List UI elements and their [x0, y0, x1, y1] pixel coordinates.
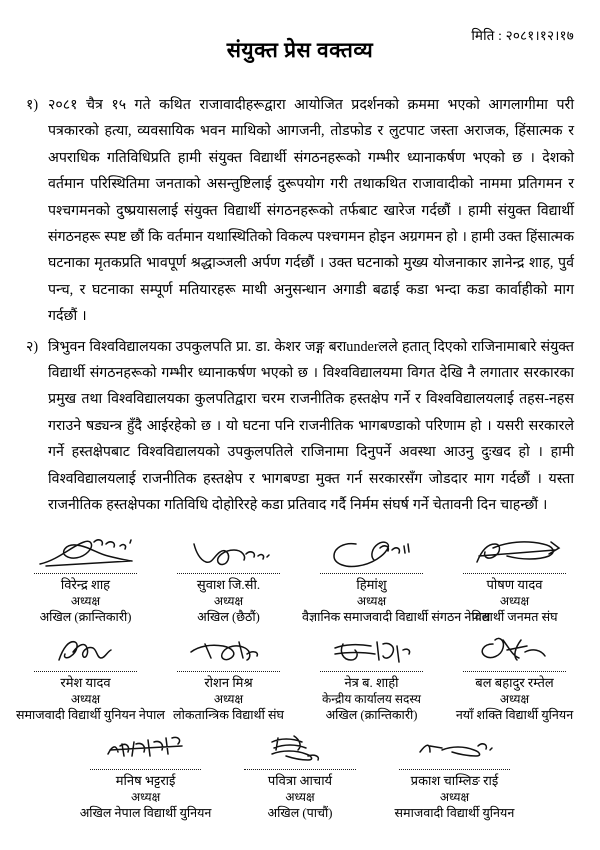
- signature-rule: [90, 768, 201, 770]
- paragraph-1-marker: १): [26, 97, 39, 113]
- signature-rule: [34, 670, 137, 672]
- document-date: मिति : २०८१।१२।१७: [471, 28, 574, 43]
- signatory-cell: [14, 534, 157, 626]
- signatory-post: अध्यक्ष: [356, 594, 387, 608]
- signatory-post: अध्यक्ष: [439, 790, 470, 804]
- handwritten-signature-icon: [159, 632, 298, 670]
- document-title: संयुक्त प्रेस वक्तव्य: [226, 38, 374, 62]
- signatory-post: अध्यक्ष: [499, 692, 530, 706]
- signatory-org: अखिल (पाचौं): [267, 806, 333, 820]
- signatory-cell: [68, 730, 222, 822]
- signatory-post: अध्यक्ष: [130, 790, 161, 804]
- signatory-post: अध्यक्ष: [499, 594, 530, 608]
- signatory-name: विरेन्द्र शाह: [60, 577, 111, 592]
- signatory-name: पवित्रा आचार्य: [267, 773, 333, 788]
- signatory-org: अखिल (छैठौं): [197, 610, 260, 624]
- signatory-org: अखिल (क्रान्तिकारी): [39, 610, 132, 624]
- signatory-org: अखिल (क्रान्तिकारी): [325, 708, 418, 722]
- handwritten-signature-icon: [16, 534, 155, 572]
- signatory-cell: [157, 534, 300, 626]
- signatory-name: सुवाश जि.सी.: [196, 577, 261, 592]
- signatory-post: अध्यक्ष: [70, 692, 101, 706]
- signatory-name: रोशन मिश्र: [204, 675, 253, 690]
- paragraph-1: [26, 92, 574, 330]
- signature-row: [14, 730, 586, 822]
- handwritten-signature-icon: [159, 534, 298, 572]
- signatory-post: अध्यक्ष: [213, 692, 244, 706]
- signatory-org: अखिल नेपाल विद्यार्थी युनियन: [79, 806, 212, 820]
- signature-rule: [463, 572, 566, 574]
- signatory-cell: [443, 534, 586, 626]
- signatory-name: नेत्र ब. शाही: [344, 675, 399, 690]
- paragraph-1-text: २०८१ चैत्र १५ गते कथित राजावादीहरूद्वारा आयोजित प्रदर्शनको क्रममा भएको आगलागीमा परी पत्रकारको हत्या, व्यवसायिक भवन माथिको आगजनी, तोडफोड र लुटपाट जस्ता अराजक, हिंसात्मक र अपराधिक गतिविधिप्रति हामी संयुक्त विद्यार्थी संगठनहरूको गम्भीर ध्यानाकर्षण भएको छ । देशको वर्तमान परिस्थितिमा जनताको असन्तुष्टिलाई दुरूपयोग गरी तथाकथित राजावादीको नाममा प्रतिगमन र पश्चगमनको दुष्प्रयासलाई संयुक्त विद्यार्थी संगठनहरूको तर्फबाट खारेज गर्दछौं । हामी संयुक्त विद्यार्थी संगठनहरू स्पष्ट छौं कि वर्तमान यथास्थितिको विकल्प पश्चगमन होइन अग्रगमन हो । हामी उक्त हिंसात्मक घटनाका मृतकप्रति भावपूर्ण श्रद्धाञ्जली अर्पण गर्दछौं । उक्त घटनाको मुख्य योजनाकार ज्ञानेन्द्र शाह, पुर्व पन्च, र घटनाका सम्पूर्ण मतियारहरू माथी अनुसन्धान अगाडी बढाई कडा भन्दा कडा कार्वाहीको माग गर्दछौं ।: [48, 97, 574, 325]
- signature-rule: [463, 670, 566, 672]
- handwritten-signature-icon: [445, 534, 584, 572]
- signatory-name: मनिष भट्टराई: [115, 773, 176, 788]
- signatory-cell: [300, 632, 443, 724]
- signatory-post: अध्यक्ष: [213, 594, 244, 608]
- signatory-org: नयाँ शक्ति विद्यार्थी युनियन: [455, 708, 574, 722]
- handwritten-signature-icon: [302, 632, 441, 670]
- signatory-cell: [443, 632, 586, 724]
- signatory-name: हिमांशु: [356, 577, 387, 592]
- document-body: [26, 92, 574, 523]
- signatory-org: वैज्ञानिक समाजवादी विद्यार्थी संगठन नेपाल: [302, 610, 491, 624]
- signatory-post: केन्द्रीय कार्यालय सदस्य: [322, 692, 421, 706]
- signatory-org: समाजवादी विद्यार्थी युनियन: [394, 806, 515, 820]
- paragraph-2: [26, 334, 574, 519]
- handwritten-signature-icon: [70, 730, 220, 768]
- handwritten-signature-icon: [16, 632, 155, 670]
- signatory-cell: [223, 730, 377, 822]
- signature-rule: [399, 768, 510, 770]
- signature-rule: [177, 670, 280, 672]
- signature-row: [14, 534, 586, 626]
- signatory-cell: [377, 730, 531, 822]
- signature-rule: [34, 572, 137, 574]
- signatory-name: पोषण यादव: [486, 577, 543, 592]
- signature-block: [14, 534, 586, 828]
- signature-rule: [320, 572, 423, 574]
- signature-rule: [177, 572, 280, 574]
- signatory-cell: [14, 632, 165, 724]
- signatory-post: अध्यक्ष: [285, 790, 315, 804]
- signatory-name: बल बहादुर रम्तेल: [475, 675, 554, 690]
- signature-row: [14, 632, 586, 724]
- signatory-name: रमेश यादव: [60, 675, 111, 690]
- signatory-org: लोकतान्त्रिक विद्यार्थी संघ: [173, 708, 284, 722]
- signatory-name: प्रकाश चाम्लिङ राई: [410, 773, 499, 788]
- signature-rule: [320, 670, 423, 672]
- signature-rule: [244, 768, 355, 770]
- signatory-cell: [300, 534, 491, 626]
- paragraph-2-marker: २): [26, 338, 39, 355]
- handwritten-signature-icon: [445, 632, 584, 670]
- handwritten-signature-icon: [379, 730, 529, 768]
- handwritten-signature-icon: [302, 534, 441, 572]
- signatory-org: विद्यार्थी जनमत संघ: [471, 610, 558, 624]
- signatory-org: समाजवादी विद्यार्थी युनियन नेपाल: [16, 708, 165, 722]
- paragraph-2-text: त्रिभुवन विश्वविद्यालयका उपकुलपति प्रा. डा. केशर जङ्ग बराunderलले हतात् दिएको राजिनामाबारे संयुक्त विद्यार्थी संगठनहरूको गम्भीर ध्यानाकर्षण भएको छ । विश्वविद्यालयमा विगत देखि नै लगातार सरकारका प्रमुख तथा विश्वविद्यालयका कुलपतिद्वारा चरम राजनीतिक हस्तक्षेप गर्ने र विश्वविद्यालयलाई तहस-नहस गराउने षड्यन्त्र हुँदै आईरहेको छ । यो घटना पनि राजनीतिक भागबण्डाको परिणाम हो । यसरी सरकारले गर्ने हस्तक्षेपबाट विश्वविद्यालयको उपकुलपतिले राजिनामा दिनुपर्ने अवस्था आउनु दुःखद हो । हामी विश्वविद्यालयलाई राजनीतिक हस्तक्षेप र भागबण्डा मुक्त गर्न सरकारसँग जोडदार माग गर्दछौं । यस्ता राजनीतिक हस्तक्षेपका गतिविधि दोहोरिरहे कडा प्रतिवाद गर्दै निर्मम संघर्ष गर्ने चेतावनी दिन चाहन्छौं ।: [48, 338, 574, 514]
- signatory-post: अध्यक्ष: [70, 594, 101, 608]
- handwritten-signature-icon: [225, 730, 375, 768]
- signatory-cell: [157, 632, 300, 724]
